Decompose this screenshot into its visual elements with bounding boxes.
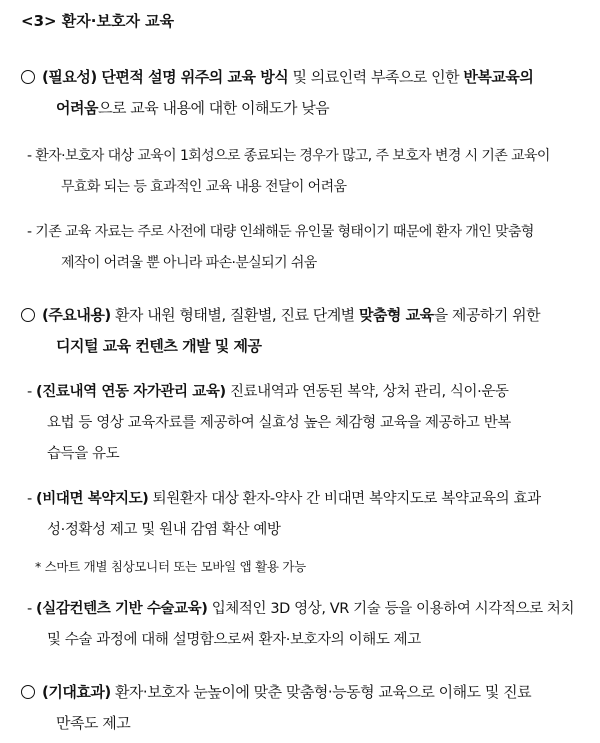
section-title: <3> 환자·보호자 교육: [21, 12, 175, 30]
necessity-detail-2: - 기존 교육 자료는 주로 사전에 대량 인쇄해둔 유인물 형태이기 때문에 환자 개인 맞춤형: [27, 224, 534, 240]
item-immersive-text: 입체적인 3D 영상, VR 기술 등을 이용하여 시각적으로 처치: [207, 601, 575, 617]
necessity-detail-1: - 환자·보호자 대상 교육이 1회성으로 종료되는 경우가 많고, 주 보호자 변경 시 기존 교육이: [27, 148, 550, 164]
item-self-care-cont-2: 습득을 유도: [47, 446, 120, 462]
item-remote-medication: [27, 489, 541, 509]
item-immersive: [27, 599, 574, 619]
circle-bullet-icon: [21, 685, 35, 699]
necessity-bold-text-2: 반복교육의: [463, 68, 534, 86]
dash: -: [27, 491, 37, 507]
content-bold-text: 맞춤형 교육: [358, 306, 434, 324]
effect-text-cont: 만족도 제고: [56, 714, 131, 732]
necessity-text-2: 으로 교육 내용에 대한 이해도가 낮음: [97, 99, 330, 117]
circle-bullet-icon: [21, 308, 35, 322]
footnote: * 스마트 개별 침상모니터 또는 모바일 앱 활용 가능: [35, 559, 306, 574]
dash: -: [27, 601, 37, 617]
item-immersive-label: (실감컨텐츠 기반 수술교육): [36, 601, 208, 617]
content-text: 환자 내원 형태별, 질환별, 진료 단계별: [110, 306, 359, 324]
necessity-detail-1-cont: 무효화 되는 등 효과적인 교육 내용 전달이 어려움: [61, 179, 347, 195]
item-self-care-cont: 요법 등 영상 교육자료를 제공하여 실효성 높은 체감형 교육을 제공하고 반복: [47, 415, 511, 431]
necessity-label: (필요성): [42, 68, 97, 86]
item-remote-medication-text: 퇴원환자 대상 환자-약사 간 비대면 복약지도로 복약교육의 효과: [148, 491, 541, 507]
necessity-text: 및 의료인력 부족으로 인한: [288, 68, 464, 86]
item-remote-medication-cont: 성·정확성 제고 및 원내 감염 확산 예방: [47, 522, 281, 538]
circle-bullet-icon: [21, 70, 35, 84]
necessity-bold-text: 단편적 설명 위주의 교육 방식: [96, 68, 289, 86]
item-self-care: [27, 382, 509, 402]
item-remote-medication-label: (비대면 복약지도): [36, 491, 149, 507]
necessity-heading-line-2: [56, 98, 329, 118]
necessity-bold-text-3: 어려움: [56, 99, 98, 117]
item-self-care-label: (진료내역 연동 자가관리 교육): [36, 384, 226, 400]
item-self-care-text: 진료내역과 연동된 복약, 상처 관리, 식이·운동: [225, 384, 509, 400]
necessity-detail-2-cont: 제작이 어려울 뿐 아니라 파손·분실되기 쉬움: [61, 255, 317, 271]
item-immersive-cont: 및 수술 과정에 대해 설명함으로써 환자·보호자의 이해도 제고: [47, 632, 421, 648]
content-heading-line: [21, 305, 540, 325]
dash: -: [27, 384, 37, 400]
content-label: (주요내용): [42, 306, 111, 324]
necessity-heading-line: [21, 67, 533, 87]
content-text-2: 을 제공하기 위한: [433, 306, 541, 324]
effect-heading-line: [21, 682, 531, 702]
effect-text: 환자·보호자 눈높이에 맞춘 맞춤형·능동형 교육으로 이해도 및 진료: [110, 683, 532, 701]
effect-label: (기대효과): [42, 683, 111, 701]
content-bold-line: 디지털 교육 컨텐츠 개발 및 제공: [56, 337, 262, 355]
